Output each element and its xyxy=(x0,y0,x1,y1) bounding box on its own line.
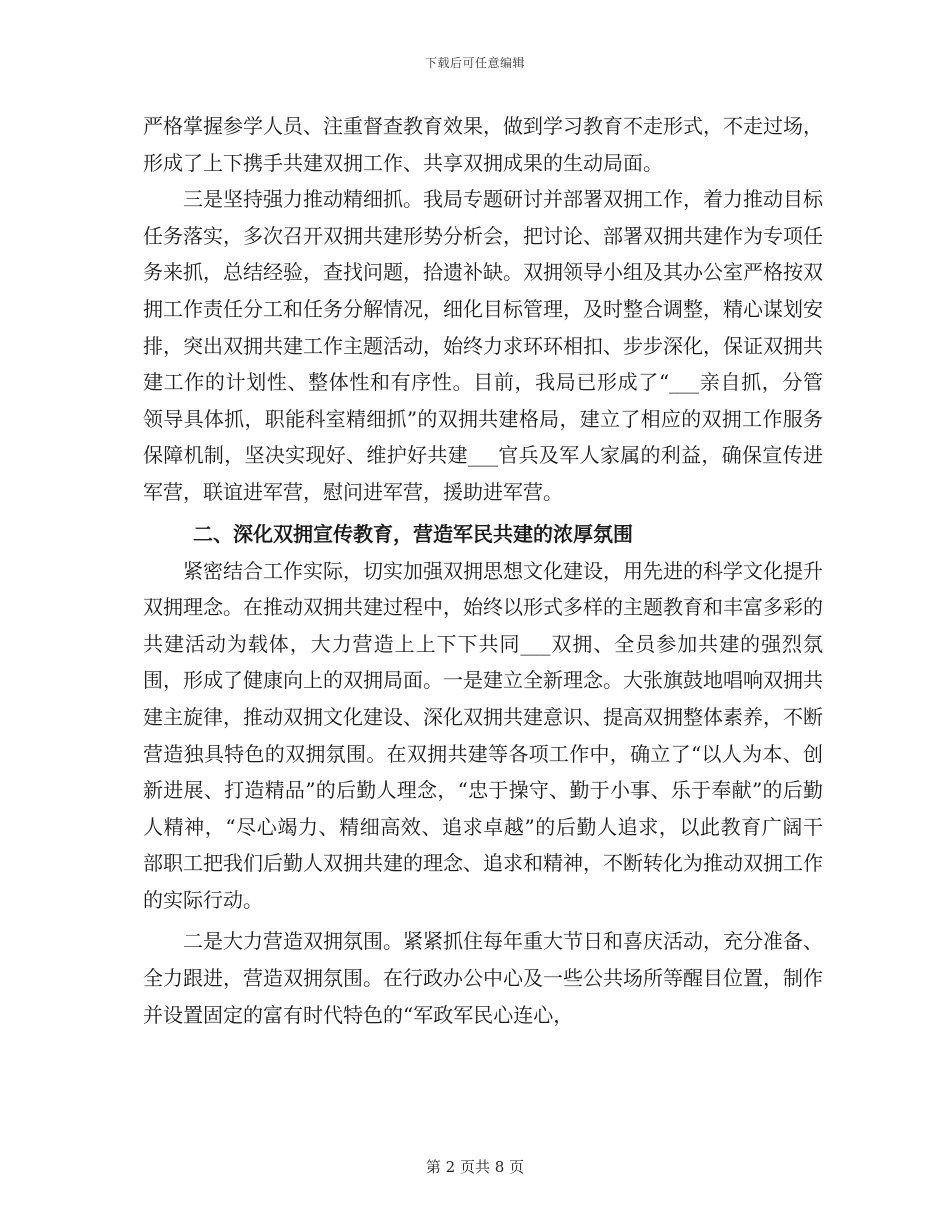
paragraph-point-two: 二是大力营造双拥氛围。紧紧抓住每年重大节日和喜庆活动，充分准备、全力跟进，营造双拥氛围。在行政办公中心及一些公共场所等醒目位置，制作并设置固定的富有时代特色的“军政军民心连心， xyxy=(143,929,823,1027)
page-header: 下载后可任意编辑 xyxy=(424,56,525,70)
document-body xyxy=(143,108,823,1033)
paragraph-section-two-intro: 紧密结合工作实际，切实加强双拥思想文化建设，用先进的科学文化提升双拥理念。在推动双拥共建过程中，始终以形式多样的主题教育和丰富多彩的共建活动为载体，大力营造上上下下共同___双拥、全员参加共建的强烈氛围，形成了健康向上的双拥局面。一是建立全新理念。大张旗鼓地唱响双拥共建主旋律，推动双拥文化建设、深化双拥共建意识、提高双拥整体素养，不断营造独具特色的双拥氛围。在双拥共建等各项工作中，确立了“以人为本、创新进展、打造精品”的后勤人理念，“忠于操守、勤于小事、乐于奉献”的后勤人精神，“尽心竭力、精细高效、追求卓越”的后勤人追求，以此教育广阔干部职工把我们后勤人双拥共建的理念、追求和精神，不断转化为推动双拥工作的实际行动。 xyxy=(143,558,823,912)
paragraph-point-three: 三是坚持强力推动精细抓。我局专题研讨并部署双拥工作，着力推动目标任务落实，多次召开双拥共建形势分析会，把讨论、部署双拥共建作为专项任务来抓，总结经验，查找问题，拾遗补缺。双拥领导小组及其办公室严格按双拥工作责任分工和任务分解情况，细化目标管理，及时整合调整，精心谋划安排，突出双拥共建工作主题活动，始终力求环环相扣、步步深化，保证双拥共建工作的计划性、整体性和有序性。目前，我局已形成了“___亲自抓，分管领导具体抓，职能科室精细抓”的双拥共建格局，建立了相应的双拥工作服务保障机制，坚决实现好、维护好共建___官兵及军人家属的利益，确保宣传进军营，联谊进军营，慰问进军营，援助进军营。 xyxy=(143,187,823,504)
section-heading-two: 二、深化双拥宣传教育，营造军民共建的浓厚氛围 xyxy=(193,521,633,546)
page-number: 第 2 页共 8 页 xyxy=(425,1158,525,1176)
paragraph-continued: 严格掌握参学人员、注重督查教育效果，做到学习教育不走形式，不走过场，形成了上下携手共建双拥工作、共享双拥成果的生动局面。 xyxy=(143,114,823,175)
